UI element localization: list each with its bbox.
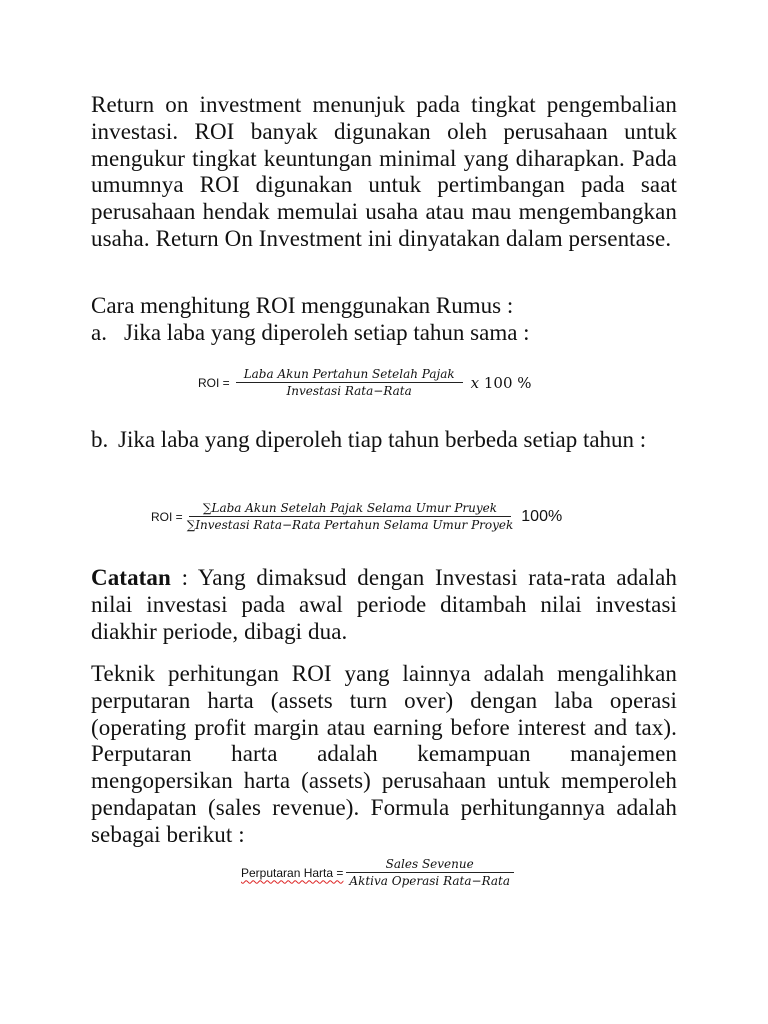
note-section <box>91 565 677 645</box>
list-item-a <box>91 320 677 347</box>
note-text: : Yang dimaksud dengan Investasi rata-rata adalah nilai investasi pada awal periode ditambah nilai investasi diakhir periode, dibagi dua. <box>91 565 677 644</box>
formula-roi-fraction <box>236 366 463 399</box>
formula-roi-same <box>198 366 532 399</box>
paragraph-rumus-intro: Cara menghitung ROI menggunakan Rumus : <box>91 293 514 318</box>
list-item-b <box>91 427 677 454</box>
formula-asset-turnover <box>241 856 514 889</box>
list-item-b-text: Jika laba yang diperoleh tiap tahun berbeda setiap tahun : <box>118 427 647 452</box>
note-paragraph <box>91 565 677 645</box>
paragraph-technique: Teknik perhitungan ROI yang lainnya adalah mengalihkan perputaran harta (assets turn over) dengan laba operasi (operating profit margin atau earning before interest and tax). Perputaran harta adalah kemampuan manajemen mengopersikan harta (assets) perusahaan untuk memperoleh pendapatan (sales revenue). Formula perhitungannya adalah sebagai berikut : <box>91 661 677 847</box>
multiply-symbol: x <box>470 373 480 392</box>
formula-roi-denominator: Investasi Rata−Rata <box>286 384 412 398</box>
formula-roi-label: ROI = <box>198 375 230 390</box>
formula-roi-numerator: Laba Akun Pertahun Setelah Pajak <box>236 366 463 383</box>
formula-roi-factor: 100 % <box>483 373 532 392</box>
list-item-b-wrap <box>91 427 677 454</box>
formula-roi2-factor: 100% <box>521 507 563 525</box>
formula-roi-multiplier <box>471 374 532 392</box>
formula-roi2-fraction <box>185 500 516 533</box>
document-body <box>91 92 677 253</box>
formula-turnover-fraction <box>345 856 514 889</box>
technique-section <box>91 661 677 849</box>
list-marker-b: b. <box>91 427 109 452</box>
rumus-section <box>91 293 677 347</box>
formula-turnover-numerator: Sales Sevenue <box>346 856 514 873</box>
formula-roi2-numerator: ∑Laba Akun Setelah Pajak Selama Umur Pruyek <box>189 500 511 517</box>
note-label: Catatan <box>91 565 171 590</box>
formula-roi2-label: ROI = <box>151 509 183 524</box>
paragraph-intro: Return on investment menunjuk pada tingkat pengembalian investasi. ROI banyak digunakan oleh perusahaan untuk mengukur tingkat keuntungan minimal yang diharapkan. Pada umumnya ROI digunakan untuk pertimbangan pada saat perusahaan hendak memulai usaha atau mau mengembangkan usaha. Return On Investment ini dinyatakan dalam persentase. <box>91 92 677 251</box>
formula-turnover-label: Perputaran Harta = <box>241 865 344 880</box>
list-marker-a: a. <box>91 319 107 345</box>
formula-turnover-denominator: Aktiva Operasi Rata−Rata <box>349 874 511 888</box>
formula-roi-different <box>151 500 562 533</box>
formula-roi2-denominator: ∑Investasi Rata−Rata Pertahun Selama Umur Proyek <box>186 518 514 532</box>
list-item-a-text: Jika laba yang diperoleh setiap tahun sama : <box>124 319 530 345</box>
